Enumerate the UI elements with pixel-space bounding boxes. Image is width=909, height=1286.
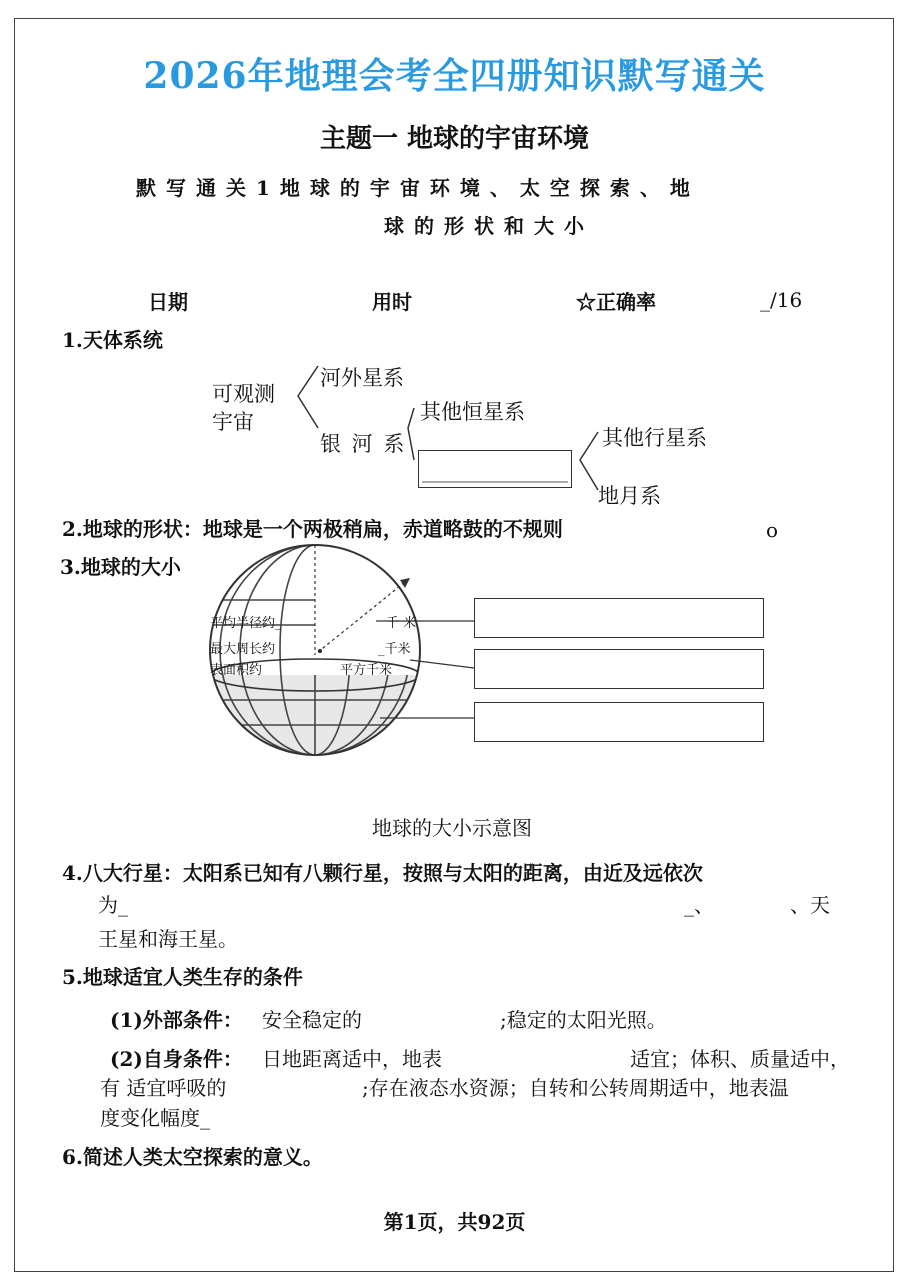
page-footer: 第1页，共92页	[383, 1210, 526, 1234]
q6-heading: 6.简述人类太空探索的意义。	[62, 1145, 323, 1169]
external-conditions-label: (1)外部条件：	[110, 1008, 243, 1032]
self-conditions-label: (2)自身条件：	[110, 1047, 243, 1071]
radius-unit: 千 米	[386, 616, 417, 631]
external-conditions-text-2: ;稳定的太阳光照。	[500, 1008, 667, 1032]
external-conditions-text-1: 安全稳定的	[262, 1008, 362, 1032]
q1-heading: 1.天体系统	[62, 328, 163, 352]
q2-tail: o	[766, 518, 779, 542]
area-answer-box[interactable]	[474, 702, 764, 742]
area-label: 表面积约	[210, 663, 263, 678]
q5-heading: 5.地球适宜人类生存的条件	[62, 965, 303, 989]
q4-line3: 王星和海王星。	[98, 927, 238, 951]
circumference-unit: _千米	[378, 642, 411, 657]
self-conditions-line3: 度变化幅度_	[100, 1106, 210, 1130]
radius-label: 平均半径约_	[210, 616, 282, 631]
q4-line2-mid: _、	[684, 893, 714, 917]
observable-universe-label-2: 宇宙	[212, 410, 254, 434]
earth-moon-system-label: 地月系	[598, 484, 661, 508]
observable-universe-label-1: 可观测	[212, 382, 275, 406]
document-title: 2026年地理会考全四册知识默写通关	[143, 55, 766, 97]
q2-heading: 2.地球的形状：地球是一个两极稍扁，赤道略鼓的不规则	[62, 517, 563, 541]
self-conditions-text-1: 日地距离适中，地表	[262, 1047, 442, 1071]
q4-line2-start: 为_	[98, 893, 128, 917]
globe-caption: 地球的大小示意图	[372, 816, 532, 840]
self-conditions-line2b: ;存在液态水资源；自转和公转周期适中，地表温	[362, 1076, 789, 1100]
radius-answer-box[interactable]	[474, 598, 764, 638]
self-conditions-text-2: 适宜；体积、质量适中，	[630, 1047, 850, 1071]
extragalactic-label: 河外星系	[320, 366, 404, 390]
subtitle-line-2: 球的形状和大小	[384, 214, 594, 238]
area-unit: 平方千米	[340, 663, 393, 678]
score-value: _/16	[760, 288, 803, 312]
other-star-systems-label: 其他恒星系	[420, 400, 525, 424]
date-label: 日期	[148, 290, 188, 314]
q4-line2-end: 、天	[790, 893, 830, 917]
other-planet-systems-label: 其他行星系	[602, 426, 707, 450]
subtitle-line-1: 默写通关1地球的宇宙环境、太空探索、地	[136, 176, 700, 200]
circumference-label: 最大周长约	[210, 642, 276, 657]
time-label: 用时	[372, 290, 412, 314]
milky-way-label: 银 河 系	[320, 432, 407, 456]
theme-heading: 主题一 地球的宇宙环境	[319, 124, 590, 154]
accuracy-label: ☆正确率	[576, 290, 656, 314]
self-conditions-line2a: 有 适宜呼吸的	[100, 1076, 227, 1100]
q3-heading: 3.地球的大小	[60, 555, 181, 579]
q4-heading: 4.八大行星：太阳系已知有八颗行星，按照与太阳的距离，由近及远依次	[62, 861, 703, 885]
circumference-answer-box[interactable]	[474, 649, 764, 689]
